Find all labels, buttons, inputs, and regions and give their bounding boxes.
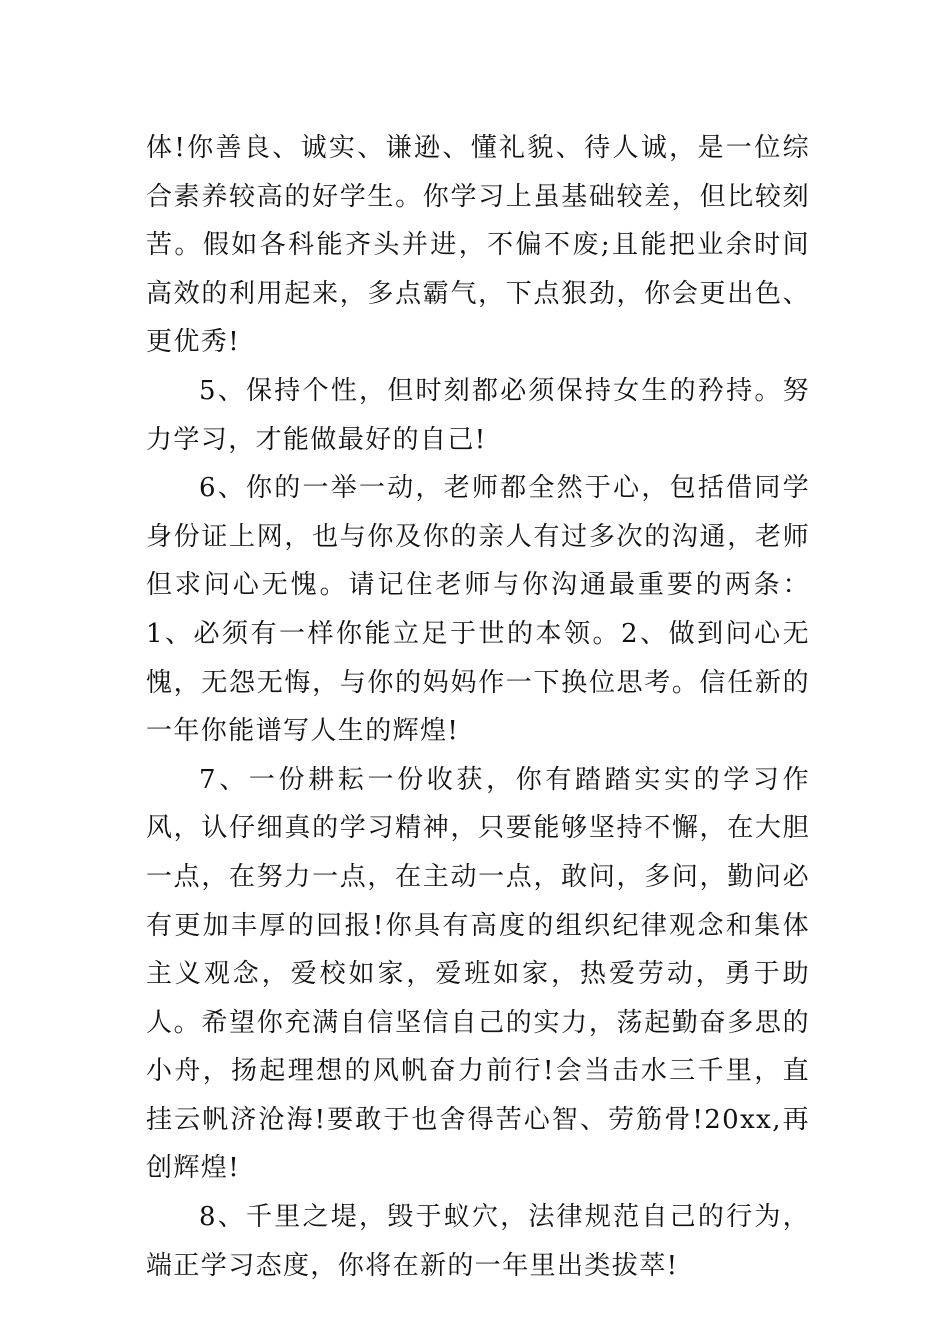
paragraph-item-7: 7、一份耕耘一份收获，你有踏踏实实的学习作风，认仔细真的学习精神，只要能够坚持不懈，在大胆一点，在努力一点，在主动一点，敢问，多问，勤问必有更加丰厚的回报!你具有高度的组织纪律观念和集体主义观念，爱校如家，爱班如家，热爱劳动，勇于助人。希望你充满自信坚信自己的实力，荡起勤奋多思的小舟，扬起理想的风帆奋力前行!会当击水三千里，直挂云帆济沧海!要敢于也舍得苦心智、劳筋骨!20xx,再创辉煌!: [146, 764, 810, 1184]
paragraph-item-5: 5、保持个性，但时刻都必须保持女生的矜持。努力学习，才能做最好的自己!: [146, 375, 810, 455]
paragraph-continued: 体!你善良、诚实、谦逊、懂礼貌、待人诚，是一位综合素养较高的好学生。你学习上虽基础较差，但比较刻苦。假如各科能齐头并进，不偏不废;且能把业余时间高效的利用起来，多点霸气，下点狠劲，你会更出色、更优秀!: [146, 133, 810, 358]
paragraph-item-8: 8、千里之堤，毁于蚁穴，法律规范自己的行为，端正学习态度，你将在新的一年里出类拔萃!: [146, 1202, 810, 1281]
document-body: [146, 124, 810, 1290]
paragraph-item-6: 6、你的一举一动，老师都全然于心，包括借同学身份证上网，也与你及你的亲人有过多次的沟通，老师但求问心无愧。请记住老师与你沟通最重要的两条：1、必须有一样你能立足于世的本领。2、做到问心无愧，无怨无悔，与你的妈妈作一下换位思考。信任新的一年你能谱写人生的辉煌!: [146, 473, 810, 747]
